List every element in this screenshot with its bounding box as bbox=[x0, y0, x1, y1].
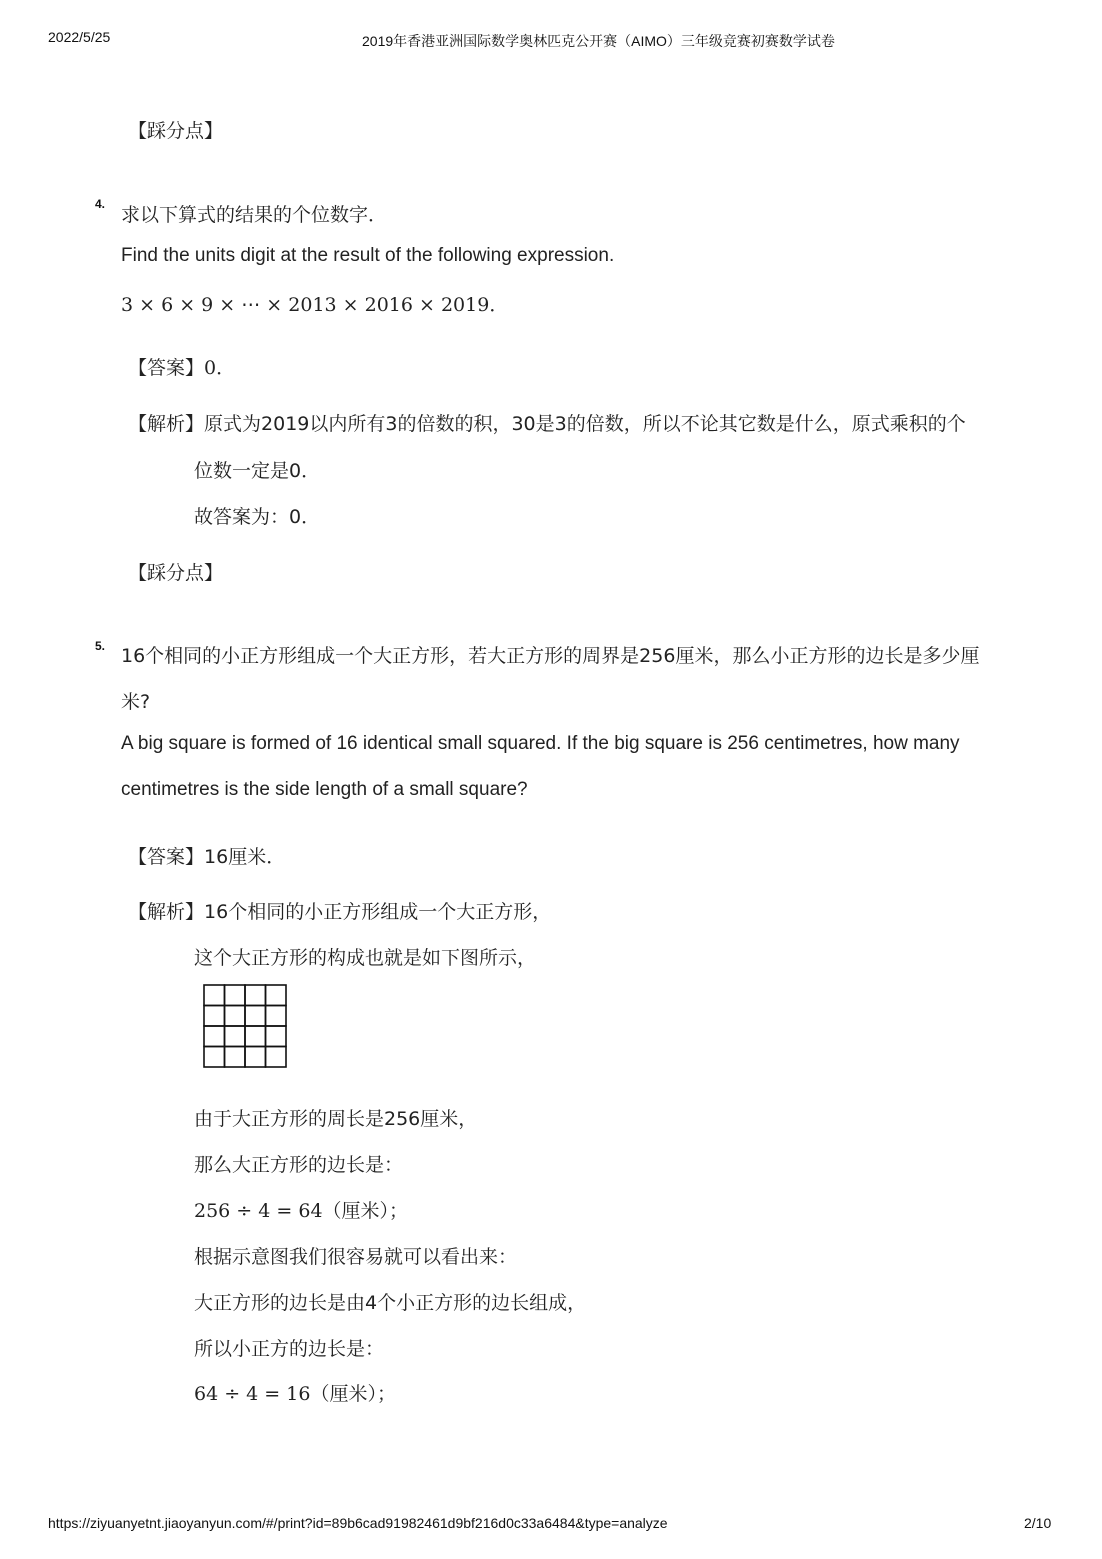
grid-cell bbox=[225, 985, 246, 1006]
answer-row bbox=[128, 353, 235, 380]
question-text-cn: 16个相同的小正方形组成一个大正方形，若大正方形的周界是256厘米，那么小正方形的边长是多少厘 bbox=[121, 645, 980, 667]
grid-cell bbox=[245, 1006, 266, 1027]
answer-label: 【答案】 bbox=[128, 846, 205, 868]
answer-label: 【答案】 bbox=[128, 357, 205, 379]
question-number: 4. bbox=[95, 197, 106, 211]
grid-cell bbox=[245, 985, 266, 1006]
question-text-cn: 求以下算式的结果的个位数字． bbox=[121, 204, 388, 226]
answer-value: 0． bbox=[204, 357, 236, 379]
analysis-label: 【解析】 bbox=[128, 901, 205, 923]
analysis-line: 原式为2019以内所有3的倍数的积，30是3的倍数，所以不论其它数是什么，原式乘积的个 bbox=[204, 413, 966, 435]
question-number: 5. bbox=[95, 639, 106, 653]
analysis-line: 那么大正方形的边长是： bbox=[194, 1154, 404, 1176]
analysis-line: 故答案为：0． bbox=[194, 506, 321, 528]
analysis-row bbox=[128, 897, 551, 924]
grid-cell bbox=[204, 1026, 225, 1047]
points-label: 【踩分点】 bbox=[128, 562, 224, 584]
grid-cell bbox=[266, 1026, 287, 1047]
grid-cell bbox=[204, 985, 225, 1006]
analysis-line: 根据示意图我们很容易就可以看出来： bbox=[194, 1246, 518, 1268]
analysis-line: 大正方形的边长是由4个小正方形的边长组成， bbox=[194, 1292, 587, 1314]
question-text-en: Find the units digit at the result of the following expression. bbox=[121, 245, 615, 266]
analysis-line: 16个相同的小正方形组成一个大正方形， bbox=[204, 901, 552, 923]
analysis-line: 这个大正方形的构成也就是如下图所示， bbox=[194, 947, 537, 969]
analysis-label: 【解析】 bbox=[128, 413, 205, 435]
analysis-line: 由于大正方形的周长是256厘米， bbox=[194, 1108, 478, 1130]
grid-cell bbox=[204, 1047, 225, 1068]
grid-cell bbox=[225, 1026, 246, 1047]
grid-cell bbox=[266, 1006, 287, 1027]
print-date: 2022/5/25 bbox=[48, 29, 111, 45]
analysis-line: 位数一定是0． bbox=[194, 460, 321, 482]
expression: 3 × 6 × 9 × ⋯ × 2013 × 2016 × 2019． bbox=[121, 294, 509, 316]
grid-cell bbox=[204, 1006, 225, 1027]
square-grid-svg bbox=[203, 984, 287, 1068]
question-text-en: centimetres is the side length of a small square? bbox=[121, 779, 528, 800]
analysis-line: 所以小正方的边长是： bbox=[194, 1338, 385, 1360]
analysis-equation: 64 ÷ 4 = 16（厘米）； bbox=[194, 1383, 396, 1405]
footer-url[interactable]: https://ziyuanyetnt.jiaoyanyun.com/#/print?id=89b6cad91982461d9bf216d0c33a6484&type=analyze bbox=[48, 1515, 668, 1531]
document-title: 2019年香港亚洲国际数学奥林匹克公开赛（AIMO）三年级竞赛初赛数学试卷 bbox=[362, 33, 835, 49]
grid-cell bbox=[225, 1047, 246, 1068]
question-text-en: A big square is formed of 16 identical small squared. If the big square is 256 centimetres, how many bbox=[121, 733, 960, 754]
grid-cell bbox=[266, 1047, 287, 1068]
analysis-equation: 256 ÷ 4 = 64（厘米）； bbox=[194, 1200, 409, 1222]
question-text-cn: 米? bbox=[121, 691, 151, 713]
answer-value: 16厘米． bbox=[204, 846, 286, 868]
grid-cell bbox=[245, 1026, 266, 1047]
square-grid-figure bbox=[203, 984, 287, 1068]
grid-cell bbox=[266, 985, 287, 1006]
page-number: 2/10 bbox=[1024, 1515, 1052, 1531]
analysis-row bbox=[128, 409, 966, 436]
points-label-top: 【踩分点】 bbox=[128, 120, 224, 142]
grid-cell bbox=[225, 1006, 246, 1027]
answer-row bbox=[128, 842, 285, 869]
grid-cell bbox=[245, 1047, 266, 1068]
